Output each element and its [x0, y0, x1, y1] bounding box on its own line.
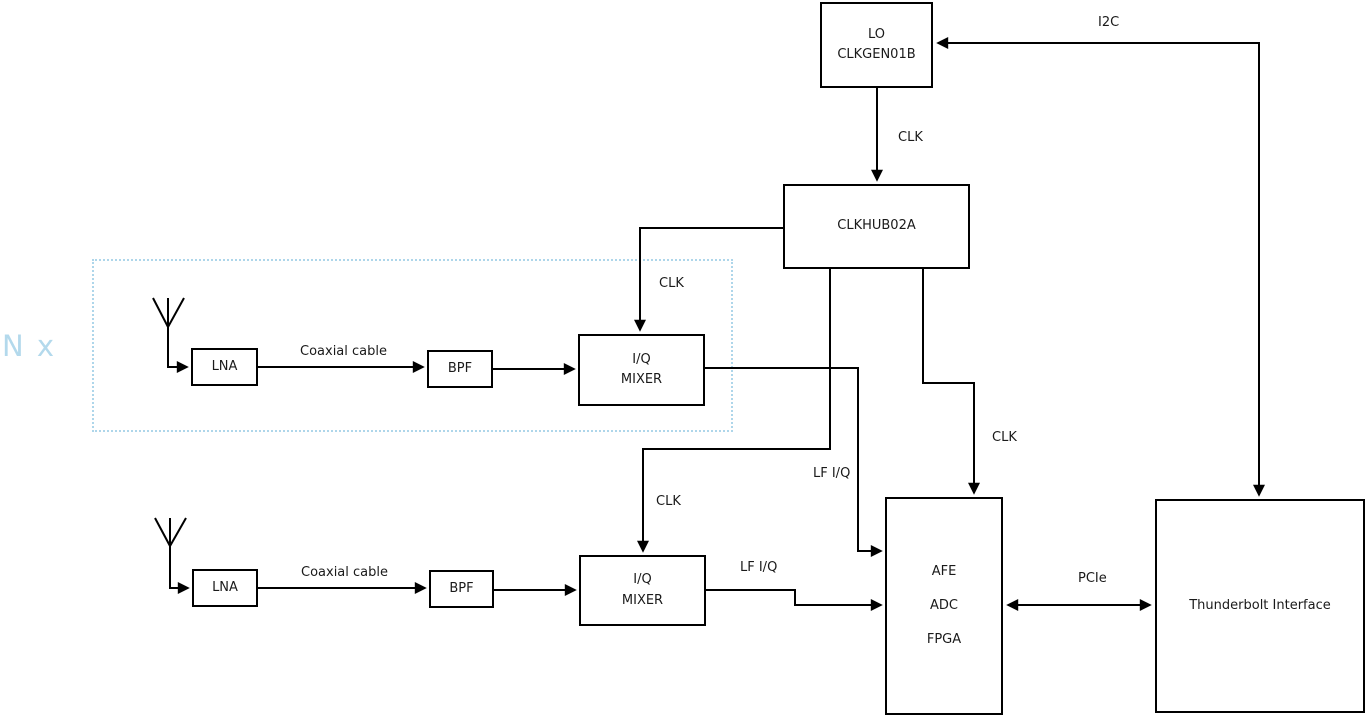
- coax2-label: Coaxial cable: [301, 565, 388, 580]
- wire-i2c: [938, 43, 1259, 495]
- fpga-label: FPGA: [926, 632, 962, 648]
- thunderbolt-box: [1155, 499, 1365, 713]
- lo-clkgen-label-line1: LO: [867, 26, 885, 42]
- clk-afe-label: CLK: [992, 430, 1017, 445]
- mixer2-box: [579, 555, 706, 626]
- clkhub-label: CLKHUB02A: [837, 218, 916, 234]
- lna1-box: [191, 348, 258, 386]
- lo-clkgen-label-line2: CLKGEN01B: [837, 47, 916, 62]
- bpf2-box: [429, 570, 494, 608]
- mixer2-label-line1: I/Q: [633, 572, 652, 588]
- clk-mixer1-label: CLK: [659, 276, 684, 291]
- thunderbolt-label: Thunderbolt Interface: [1189, 597, 1331, 613]
- lo-clkgen-box: [820, 2, 933, 88]
- clk-lo-to-hub-label: CLK: [898, 130, 923, 145]
- wire-lfiq-1: [705, 368, 881, 551]
- lfiq1-label: LF I/Q: [813, 466, 851, 481]
- bpf1-label: BPF: [447, 360, 473, 376]
- wire-lfiq-2: [706, 590, 881, 605]
- clkhub-box: [783, 184, 970, 269]
- bpf2-label: BPF: [449, 580, 474, 596]
- lna2-label: LNA: [212, 579, 238, 595]
- afe-adc-fpga-box: [885, 497, 1003, 715]
- mixer2-label-line2: MIXER: [621, 592, 664, 608]
- adc-label: ADC: [930, 597, 958, 613]
- clk-mixer2-label: CLK: [656, 494, 681, 509]
- pcie-label: PCIe: [1078, 571, 1107, 586]
- coax1-label: Coaxial cable: [300, 344, 387, 359]
- afe-label: AFE: [931, 563, 957, 579]
- mixer1-label-line2: MIXER: [620, 372, 663, 387]
- mixer1-box: [578, 334, 705, 406]
- channel-multiplier-label: N x: [2, 329, 57, 363]
- lna2-box: [192, 569, 258, 607]
- wire-clk-afe: [923, 269, 974, 493]
- lna1-label: LNA: [211, 358, 238, 374]
- lfiq2-label: LF I/Q: [740, 560, 778, 575]
- i2c-label: I2C: [1098, 15, 1120, 30]
- mixer1-label-line1: I/Q: [632, 351, 651, 367]
- bpf1-box: [427, 350, 493, 388]
